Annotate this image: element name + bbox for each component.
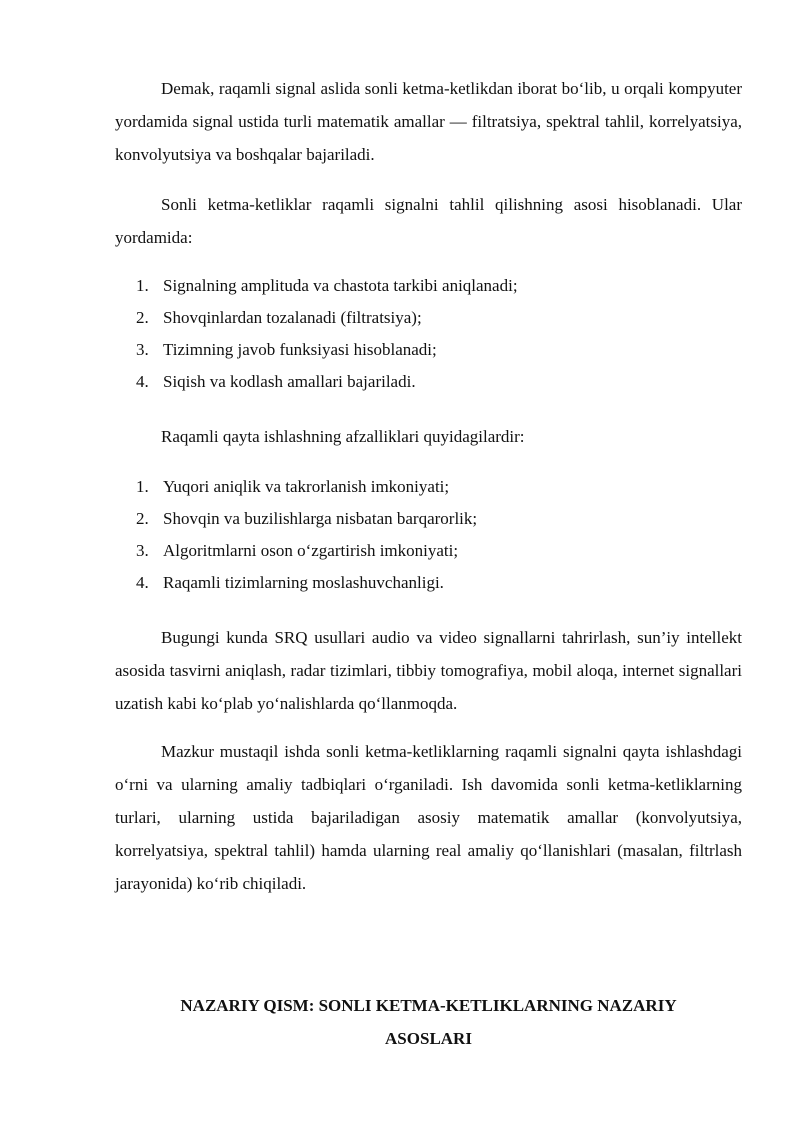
list-advantages [136, 471, 746, 599]
list-number: 1. [136, 276, 149, 295]
list-text: Signalning amplituda va chastota tarkibi aniqlanadi; [163, 276, 518, 295]
list-number: 4. [136, 372, 149, 391]
section-heading [115, 989, 742, 1055]
list-text: Algoritmlarni oson o‘zgartirish imkoniyati; [163, 541, 459, 560]
list-item [136, 270, 746, 302]
list-item [136, 535, 746, 567]
list-number: 4. [136, 573, 149, 592]
list-number: 3. [136, 340, 149, 359]
section-heading-line2: ASOSLARI [385, 1029, 472, 1048]
paragraph-advantages: Raqamli qayta ishlashning afzalliklari quyidagilardir: [161, 427, 525, 446]
list-text: Siqish va kodlash amallari bajariladi. [163, 372, 416, 391]
list-item [136, 366, 746, 398]
paragraph-intro: Demak, raqamli signal aslida sonli ketma-ketlikdan iborat bo‘lib, u orqali kompyuter yordamida signal ustida turli matematik amallar — filtratsiya, spektral tahlil, korrelyatsiya, konvolyutsiya va boshqalar bajariladi. [115, 79, 742, 164]
paragraph-sequences: Sonli ketma-ketliklar raqamli signalni tahlil qilishning asosi hisoblanadi. Ular yordamida: [115, 195, 742, 247]
list-item [136, 503, 746, 535]
list-number: 1. [136, 477, 149, 496]
section-heading-line1: NAZARIY QISM: SONLI KETMA-KETLIKLARNING NAZARIY [180, 996, 677, 1015]
list-text: Yuqori aniqlik va takrorlanish imkoniyati; [163, 477, 450, 496]
list-text: Shovqin va buzilishlarga nisbatan barqarorlik; [163, 509, 478, 528]
list-uses [136, 270, 746, 398]
list-text: Tizimning javob funksiyasi hisoblanadi; [163, 340, 437, 359]
list-item [136, 471, 746, 503]
list-number: 2. [136, 308, 149, 327]
list-item [136, 334, 746, 366]
paragraph-thesis: Mazkur mustaqil ishda sonli ketma-ketliklarning raqamli signalni qayta ishlashdagi o‘rni va ularning amaliy tadbiqlari o‘rganiladi. Ish davomida sonli ketma-ketliklarning turlari, ularning ustida bajariladigan asosiy matematik amallar (konvolyutsiya, korrelyatsiya, spektral tahlil) hamda ularning real amaliy qo‘llanishlari (masalan, filtrlash jarayonida) ko‘rib chiqiladi. [115, 742, 742, 893]
list-number: 3. [136, 541, 149, 560]
paragraph-applications: Bugungi kunda SRQ usullari audio va video signallarni tahrirlash, sun’iy intellekt asosida tasvirni aniqlash, radar tizimlari, tibbiy tomografiya, mobil aloqa, internet signallari uzatish kabi ko‘plab yo‘nalishlarda qo‘llanmoqda. [115, 628, 742, 713]
list-text: Raqamli tizimlarning moslashuvchanligi. [163, 573, 444, 592]
list-item [136, 567, 746, 599]
list-text: Shovqinlardan tozalanadi (filtratsiya); [163, 308, 422, 327]
list-item [136, 302, 746, 334]
list-number: 2. [136, 509, 149, 528]
